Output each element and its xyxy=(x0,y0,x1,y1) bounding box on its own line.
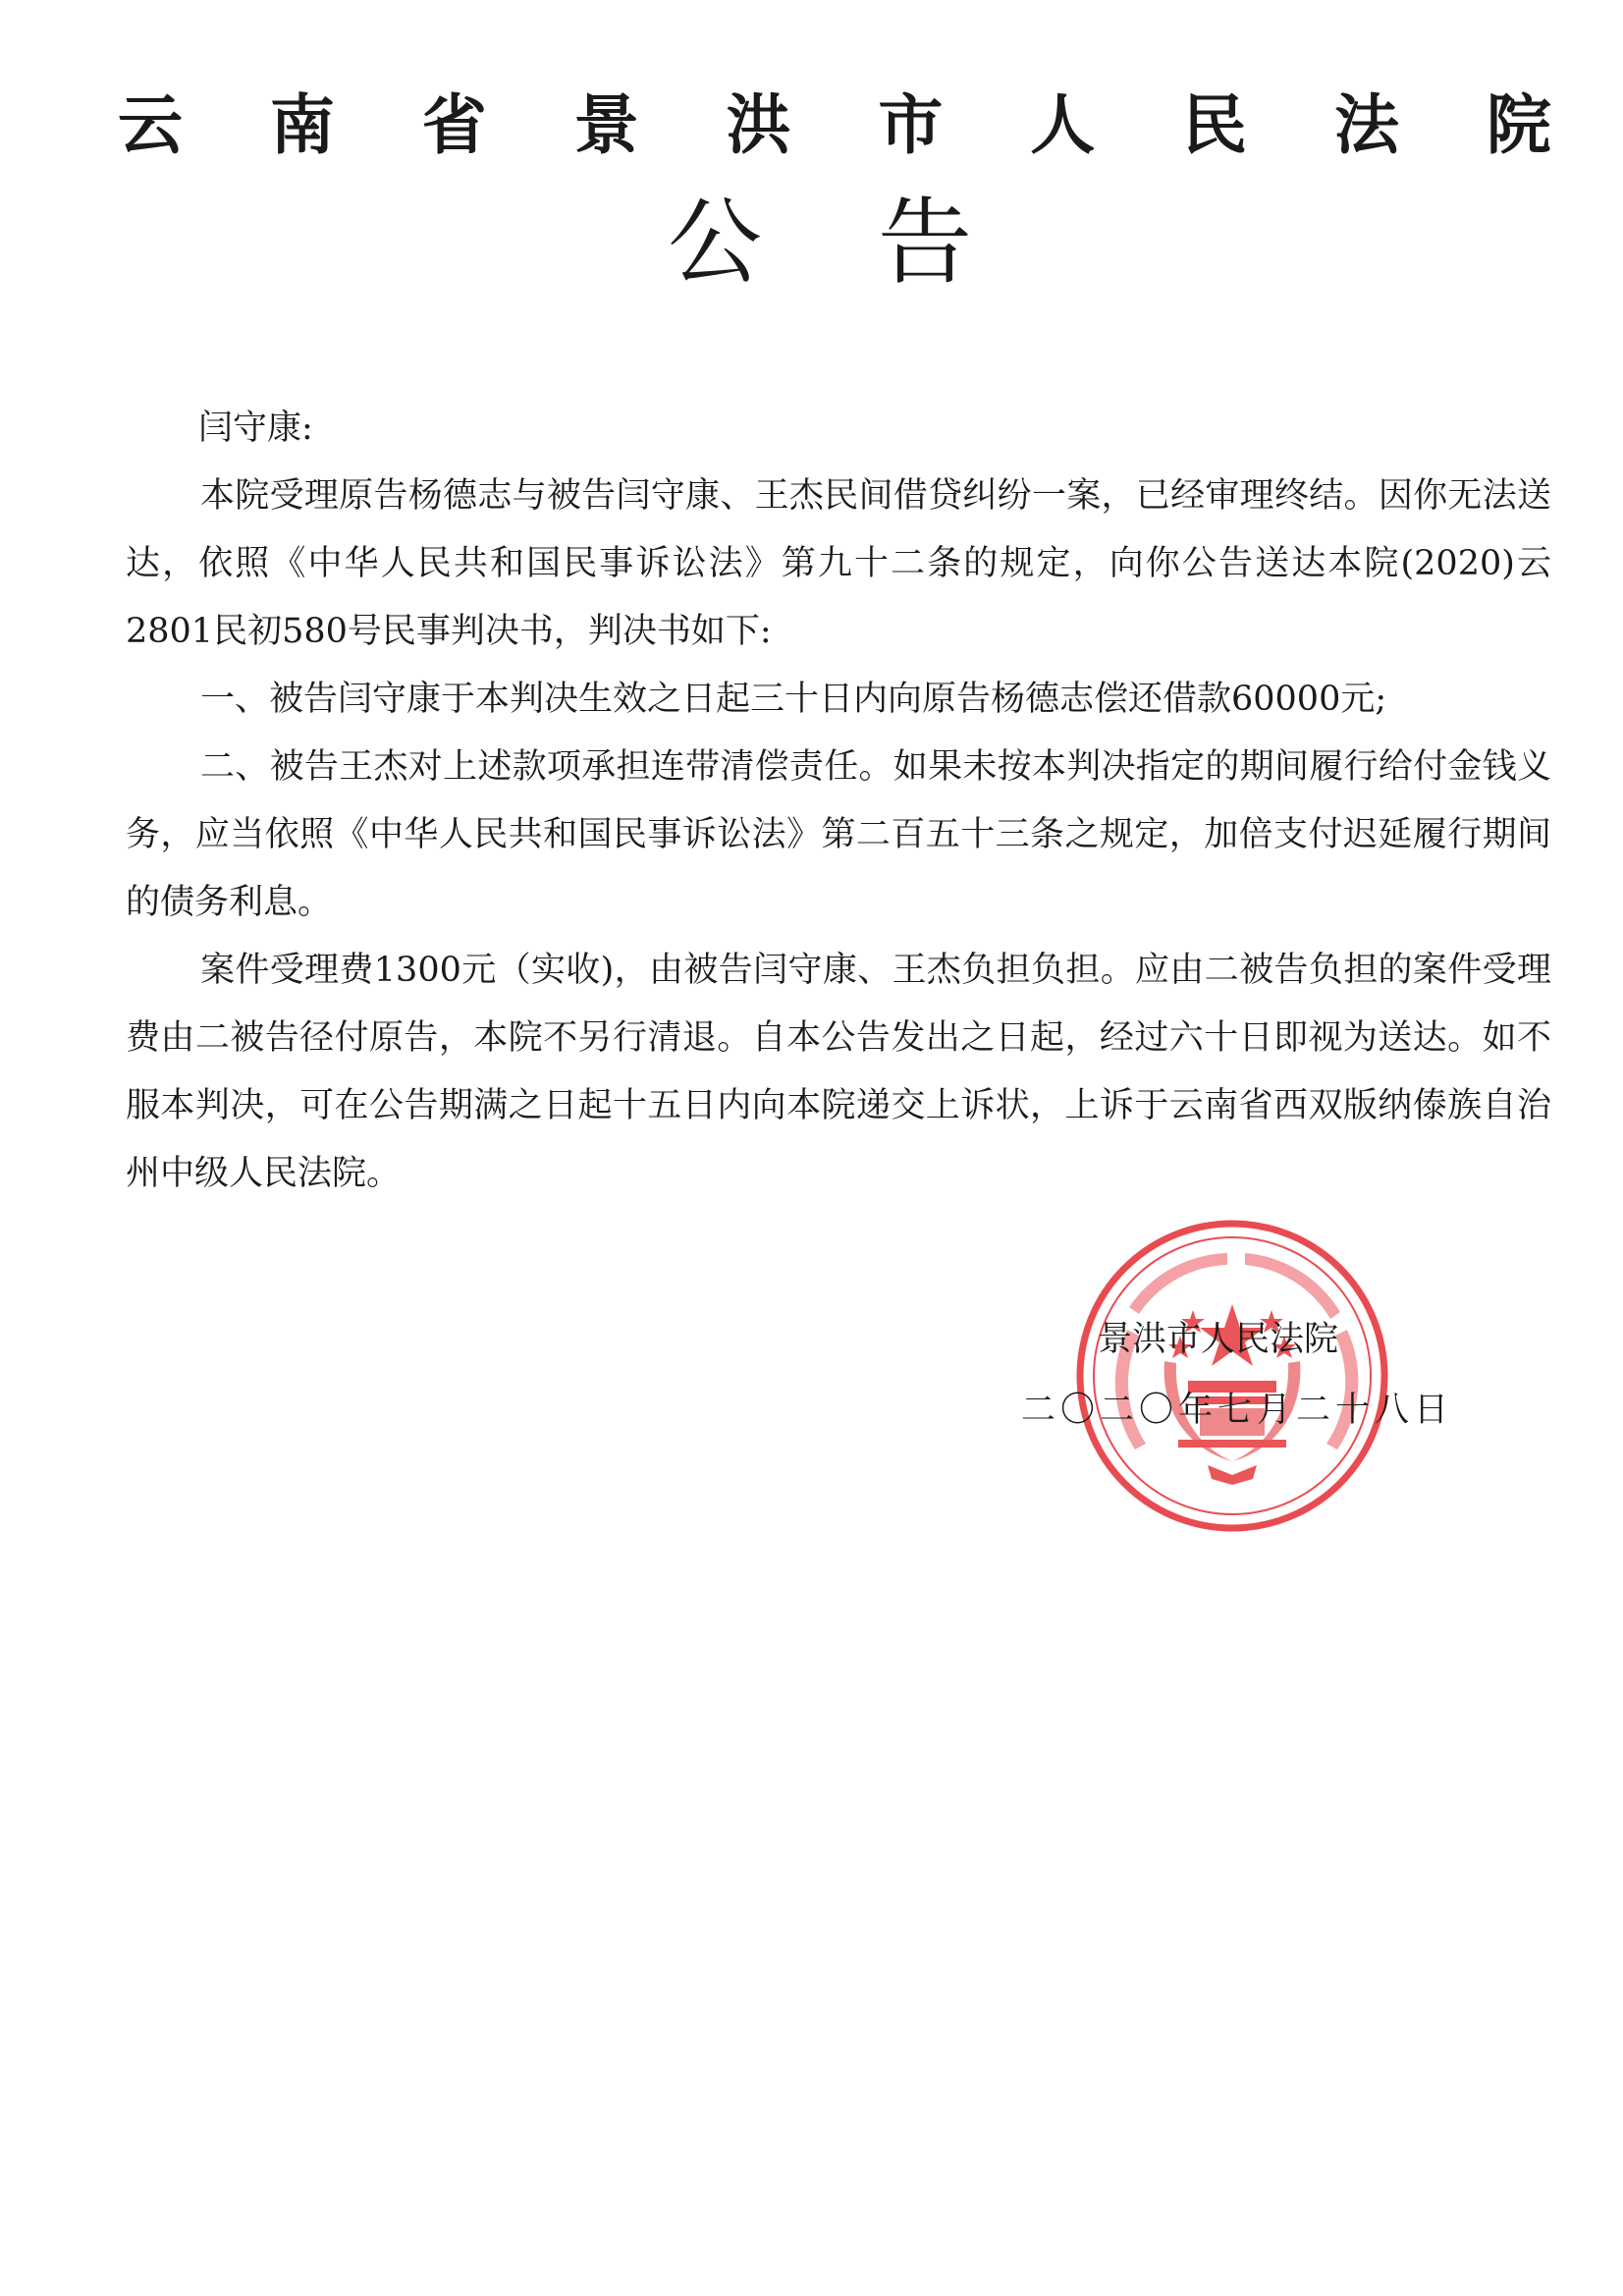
court-name-char: 院 xyxy=(1486,87,1551,163)
court-name-char: 景 xyxy=(573,87,639,163)
court-name-char: 法 xyxy=(1334,87,1399,163)
court-name-char: 省 xyxy=(421,87,487,163)
court-name-char: 人 xyxy=(1030,87,1096,163)
document-title: 公告 xyxy=(668,188,1088,298)
paragraph-fees-and-appeal: 案件受理费1300元（实收)，由被告闫守康、王杰负担负担。应由二被告负担的案件受理费由二被告径付原告，本院不另行清退。自本公告发出之日起，经过六十日即视为送达。如不服本判决，可在公告期满之日起十五日内向本院递交上诉状，上诉于云南省西双版纳傣族自治州中级人民法院。 xyxy=(126,951,1551,1193)
court-name-char: 市 xyxy=(878,87,944,163)
court-name-header xyxy=(118,86,1551,165)
paragraph-case-intro: 本院受理原告杨德志与被告闫守康、王杰民间借贷纠纷一案，已经审理终结。因你无法送达，依照《中华人民共和国民事诉讼法》第九十二条的规定，向你公告送达本院(2020)云2801民初580号民事判决书，判决书如下: xyxy=(126,476,1551,651)
court-name-char: 南 xyxy=(269,87,335,163)
signature-court-name: 景洪市人民法院 xyxy=(1098,1320,1339,1359)
court-name-char: 民 xyxy=(1182,87,1248,163)
court-name-char: 洪 xyxy=(726,87,791,163)
paragraph-judgment-item-1: 一、被告闫守康于本判决生效之日起三十日内向原告杨德志偿还借款60000元; xyxy=(200,680,1387,719)
paragraph-judgment-item-2: 二、被告王杰对上述款项承担连带清偿责任。如果未按本判决指定的期间履行给付金钱义务，应当依照《中华人民共和国民事诉讼法》第二百五十三条之规定，加倍支付迟延履行期间的债务利息。 xyxy=(126,747,1551,922)
court-seal xyxy=(1070,1214,1394,1538)
court-name-char: 云 xyxy=(118,87,183,163)
signature-date: 二〇二〇年七月二十八日 xyxy=(1021,1391,1454,1430)
salutation: 闫守康: xyxy=(198,409,313,448)
court-seal-stamp-icon xyxy=(1070,1214,1394,1538)
notice-body xyxy=(126,395,1551,1208)
